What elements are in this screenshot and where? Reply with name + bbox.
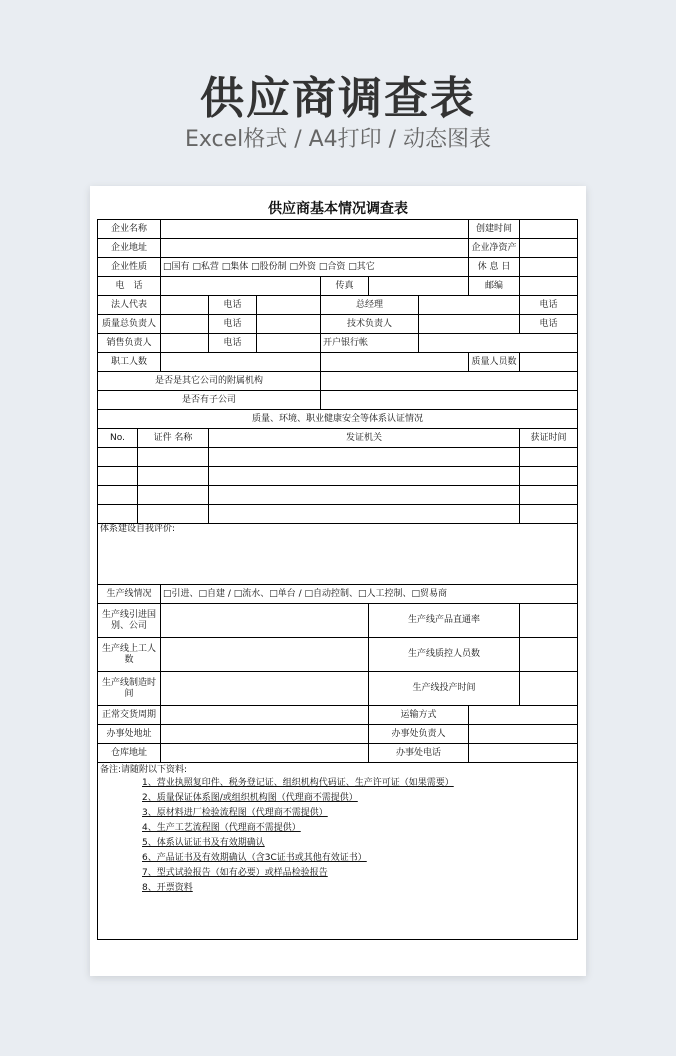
- banner-title: 供应商调查表: [200, 73, 476, 124]
- value-pass-rate[interactable]: [520, 604, 578, 638]
- note-item: 6、产品证书及有效期确认（含3C证书或其他有效证书）: [142, 853, 367, 863]
- value-transport[interactable]: [469, 706, 578, 725]
- row-company-address: [98, 239, 578, 258]
- value-tech-head[interactable]: [419, 315, 520, 334]
- row-prod-line: [98, 585, 578, 604]
- cert-section-title: 质量、环境、职业健康安全等体系认证情况: [98, 410, 578, 429]
- value-fax[interactable]: [369, 277, 469, 296]
- notes-cell: [98, 763, 578, 940]
- value-office-phone[interactable]: [469, 744, 578, 763]
- row-cert-section: [98, 410, 578, 429]
- value-prod-line-origin[interactable]: [161, 604, 369, 638]
- value-rest-day[interactable]: [520, 258, 578, 277]
- label-tech-head-phone: 电话: [520, 315, 578, 334]
- cert-row: [98, 486, 578, 505]
- value-company-name[interactable]: [161, 220, 469, 239]
- label-company-address: 企业地址: [98, 239, 161, 258]
- note-item: 1、营业执照复印件、税务登记证、组织机构代码证、生产许可证（如果需要）: [142, 778, 454, 788]
- value-office-head[interactable]: [469, 725, 578, 744]
- cert-row: [98, 467, 578, 486]
- label-office-phone: 办事处电话: [369, 744, 469, 763]
- notes-head: 备注:请随附以下资料:: [100, 765, 188, 775]
- value-staff-count[interactable]: [161, 353, 321, 372]
- label-quality-staff: 质量人员数: [469, 353, 520, 372]
- value-quality-head-phone[interactable]: [257, 315, 321, 334]
- label-quality-head: 质量总负责人: [98, 315, 161, 334]
- nature-options[interactable]: □国有 □私营 □集体 □股份制 □外资 □合资 □其它: [161, 258, 469, 277]
- row-warehouse: [98, 744, 578, 763]
- label-warehouse: 仓库地址: [98, 744, 161, 763]
- value-general-manager[interactable]: [419, 296, 520, 315]
- label-office-address: 办事处地址: [98, 725, 161, 744]
- row-cert-header: [98, 429, 578, 448]
- label-prod-line-origin: 生产线引进国别、公司: [98, 604, 161, 638]
- notes-list: [142, 778, 575, 894]
- row-prod-line-origin: [98, 604, 578, 638]
- value-has-subsidiary[interactable]: [321, 391, 578, 410]
- note-item: 5、体系认证证书及有效期确认: [142, 838, 265, 848]
- label-bank: 开户银行帐: [321, 334, 419, 353]
- cert-row: [98, 505, 578, 524]
- label-tech-head: 技术负责人: [321, 315, 419, 334]
- label-general-manager: 总经理: [321, 296, 419, 315]
- col-cert-name: 证件 名称: [138, 429, 209, 448]
- note-item: 8、开票资料: [142, 883, 193, 893]
- value-postcode[interactable]: [520, 277, 578, 296]
- label-transport: 运输方式: [369, 706, 469, 725]
- label-prod-line: 生产线情况: [98, 585, 161, 604]
- label-legal-rep-phone: 电话: [209, 296, 257, 315]
- value-is-affiliate[interactable]: [321, 372, 578, 391]
- label-quality-head-phone: 电话: [209, 315, 257, 334]
- value-delivery-cycle[interactable]: [161, 706, 369, 725]
- row-quality-head: [98, 315, 578, 334]
- value-phone[interactable]: [161, 277, 321, 296]
- label-rest-day: 休 息 日: [469, 258, 520, 277]
- value-quality-head[interactable]: [161, 315, 209, 334]
- row-company-name: [98, 220, 578, 239]
- label-sales-head: 销售负责人: [98, 334, 161, 353]
- note-item: 4、生产工艺流程图（代理商不需提供）: [142, 823, 301, 833]
- row-is-affiliate: [98, 372, 578, 391]
- label-legal-rep: 法人代表: [98, 296, 161, 315]
- value-warehouse[interactable]: [161, 744, 369, 763]
- label-pass-rate: 生产线产品直通率: [369, 604, 520, 638]
- label-company-name: 企业名称: [98, 220, 161, 239]
- label-commission-time: 生产线投产时间: [369, 672, 520, 706]
- label-net-assets: 企业净资产: [469, 239, 520, 258]
- label-workers: 生产线上工人数: [98, 638, 161, 672]
- col-issuer: 发证机关: [209, 429, 520, 448]
- row-phone-fax: [98, 277, 578, 296]
- row-workers: [98, 638, 578, 672]
- row-company-nature: [98, 258, 578, 277]
- prod-line-options[interactable]: □引进、□自建 / □流水、□单台 / □自动控制、□人工控制、□贸易商: [161, 585, 578, 604]
- label-fax: 传真: [321, 277, 369, 296]
- row-delivery: [98, 706, 578, 725]
- value-office-address[interactable]: [161, 725, 369, 744]
- label-build-time: 生产线制造时间: [98, 672, 161, 706]
- value-legal-rep[interactable]: [161, 296, 209, 315]
- label-self-eval: 体系建设自我评价:: [100, 524, 176, 534]
- label-postcode: 邮编: [469, 277, 520, 296]
- label-created-time: 创建时间: [469, 220, 520, 239]
- label-sales-head-phone: 电话: [209, 334, 257, 353]
- form-sheet: [90, 186, 586, 976]
- label-delivery-cycle: 正常交货周期: [98, 706, 161, 725]
- label-company-nature: 企业性质: [98, 258, 161, 277]
- row-notes: [98, 763, 578, 940]
- row-has-subsidiary: [98, 391, 578, 410]
- value-bank[interactable]: [419, 334, 578, 353]
- value-commission-time[interactable]: [520, 672, 578, 706]
- value-sales-head-phone[interactable]: [257, 334, 321, 353]
- row-staff-count: [98, 353, 578, 372]
- note-item: 7、型式试验报告（如有必要）或样品检验报告: [142, 868, 328, 878]
- label-phone: 电 话: [98, 277, 161, 296]
- value-build-time[interactable]: [161, 672, 369, 706]
- value-gm-phone-label: 电话: [520, 296, 578, 315]
- value-legal-rep-phone[interactable]: [257, 296, 321, 315]
- label-has-subsidiary: 是否有子公司: [98, 391, 321, 410]
- value-company-address[interactable]: [161, 239, 469, 258]
- row-office: [98, 725, 578, 744]
- supplier-form-table: [97, 219, 578, 940]
- value-created-time[interactable]: [520, 220, 578, 239]
- row-build-time: [98, 672, 578, 706]
- label-qc-staff: 生产线质控人员数: [369, 638, 520, 672]
- note-item: 3、原材料进厂检验流程图（代理商不需提供）: [142, 808, 328, 818]
- form-title: 供应商基本情况调查表: [268, 201, 408, 217]
- label-office-head: 办事处负责人: [369, 725, 469, 744]
- value-sales-head[interactable]: [161, 334, 209, 353]
- value-net-assets[interactable]: [520, 239, 578, 258]
- value-qc-staff[interactable]: [520, 638, 578, 672]
- label-is-affiliate: 是否是其它公司的附属机构: [98, 372, 321, 391]
- cert-row: [98, 448, 578, 467]
- banner-subtitle: Excel格式 / A4打印 / 动态图表: [184, 127, 492, 152]
- col-no: No.: [98, 429, 138, 448]
- col-cert-time: 获证时间: [520, 429, 578, 448]
- label-staff-count: 职工人数: [98, 353, 161, 372]
- value-quality-staff[interactable]: [520, 353, 578, 372]
- note-item: 2、质量保证体系图/或组织机构图（代理商不需提供）: [142, 793, 358, 803]
- row-legal-rep: [98, 296, 578, 315]
- self-eval-field[interactable]: [98, 524, 578, 585]
- row-sales-head: [98, 334, 578, 353]
- value-staff-count-extra[interactable]: [321, 353, 469, 372]
- value-workers[interactable]: [161, 638, 369, 672]
- row-self-eval: [98, 524, 578, 585]
